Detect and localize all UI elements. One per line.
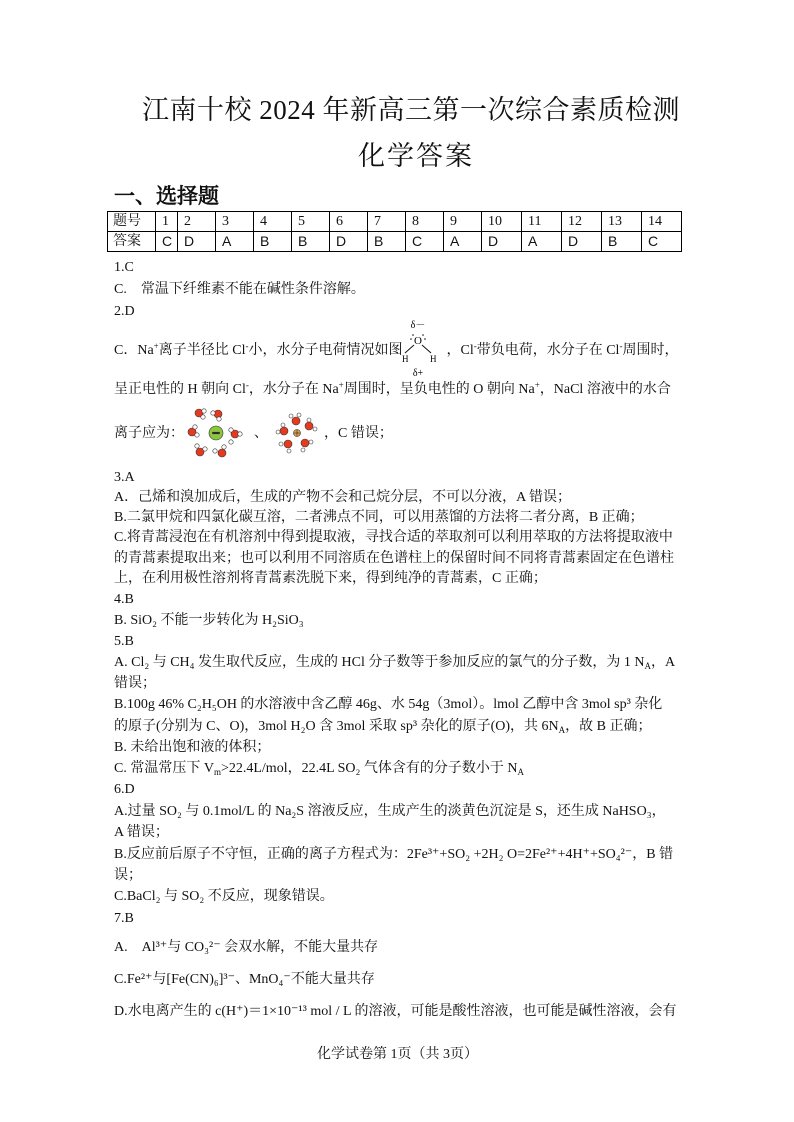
answer-table-row-numbers	[108, 212, 682, 232]
question-number-cell: 9	[444, 212, 482, 232]
svg-text:H: H	[402, 354, 409, 364]
question-number-cell: 5	[292, 212, 330, 232]
section-heading-multiple-choice: 一、选择题	[114, 184, 219, 208]
question-number-cell: 3	[216, 212, 254, 232]
q5-option-c: B. 未给出饱和液的体积；	[114, 740, 271, 755]
q6-option-c: C.BaCl₂ 与 SO₂ 不反应，现象错误。	[114, 889, 334, 904]
question-number-cell: 11	[522, 212, 562, 232]
q2-line3: 离子应为： 、 ，C 错误；	[114, 426, 393, 441]
q1-explanation: C. 常温下纤维素不能在碱性条件溶解。	[114, 282, 365, 297]
answer-cell: A	[216, 232, 254, 252]
answer-cell: D	[562, 232, 602, 252]
q7-title: 7.B	[114, 911, 134, 926]
row-label-answer: 答案	[108, 232, 156, 252]
q6-option-b-line1: B.反应前后原子不守恒，正确的离子方程式为：2Fe³⁺+SO₂ +2H₂ O=2Fe²⁺+4H⁺+SO₄²⁻，B 错	[114, 847, 674, 862]
answer-cell: A	[522, 232, 562, 252]
answer-table	[107, 211, 682, 252]
q7-option-d: D.水电离产生的 c(H⁺)＝1×10⁻¹³ mol / L 的溶液，可能是酸性溶液，也可能是碱性溶液，会有	[114, 1004, 677, 1019]
answer-cell: D	[482, 232, 522, 252]
question-number-cell: 8	[406, 212, 444, 232]
question-number-cell: 12	[562, 212, 602, 232]
answer-cell: C	[642, 232, 682, 252]
answer-cell: C	[406, 232, 444, 252]
question-number-cell: 1	[156, 212, 178, 232]
answer-cell: C	[156, 232, 178, 252]
q4-option-b: B. SiO₂ 不能一步转化为 H₂SiO₃	[114, 613, 304, 628]
q2-line2: 呈正电性的 H 朝向 Cl-，水分子在 Na+周围时，呈负电性的 O 朝向 Na+，NaCl 溶液中的水合	[114, 380, 671, 397]
hydrated-sodium-ion-diagram	[272, 410, 322, 456]
q3-option-a: A．己烯和溴加成后，生成的产物不会和己烷分层，不可以分液，A 错误；	[114, 490, 571, 505]
q3-option-b: B.二氯甲烷和四氯化碳互溶，二者沸点不同，可以用蒸馏的方法将二者分离，B 正确；	[114, 510, 644, 525]
answer-cell: D	[330, 232, 368, 252]
row-label-question-number: 题号	[108, 212, 156, 232]
q3-option-c-line2: 的青蒿素提取出来；也可以利用不同溶质在色谱柱上的保留时间不同将青蒿素固定在色谱柱	[114, 551, 674, 566]
question-number-cell: 6	[330, 212, 368, 232]
q5-option-a-line2: 错误；	[114, 676, 156, 691]
q6-title: 6.D	[114, 782, 135, 797]
q3-option-c-line3: 上，在利用极性溶剂将青蒿素洗脱下来，得到纯净的青蒿素，C 正确；	[114, 571, 547, 586]
hydrated-chloride-ion-diagram	[186, 404, 246, 462]
document-subtitle: 化学答案	[358, 141, 474, 171]
q2-title: 2.D	[114, 304, 135, 319]
q5-option-a-line1: A. Cl₂ 与 CH₄ 发生取代反应，生成的 HCl 分子数等于参加反应的氯气的分子数，为 1 $N_A$，A	[114, 655, 676, 671]
q7-option-c: C.Fe²⁺与[Fe(CN)₆]³⁻、MnO₄⁻不能大量共存	[114, 972, 375, 987]
q2-line1: C．Na+离子半径比 Cl-小，水分子电荷情况如图 ，Cl-带负电荷，水分子在 Cl-周围时，	[114, 341, 679, 358]
q6-option-b-line2: 误；	[114, 868, 142, 883]
svg-text:δ+: δ+	[412, 368, 424, 378]
question-number-cell: 13	[602, 212, 642, 232]
question-number-cell: 4	[254, 212, 292, 232]
answer-cell: A	[444, 232, 482, 252]
q5-title: 5.B	[114, 634, 134, 649]
answer-cell: B	[368, 232, 406, 252]
answer-cell: D	[178, 232, 216, 252]
question-number-cell: 14	[642, 212, 682, 232]
document-title: 江南十校 2024 年新高三第一次综合素质检测	[142, 95, 680, 125]
answer-cell: B	[292, 232, 330, 252]
answer-cell: B	[602, 232, 642, 252]
q1-title: 1.C	[114, 260, 134, 275]
svg-text:O: O	[414, 335, 422, 347]
question-number-cell: 10	[482, 212, 522, 232]
q4-title: 4.B	[114, 592, 134, 607]
answer-table-row-answers	[108, 232, 682, 252]
q3-title: 3.A	[114, 470, 135, 485]
water-molecule-charge-diagram	[396, 318, 444, 378]
q6-option-a-line1: A.过量 SO₂ 与 0.1mol/L 的 Na₂S 溶液反应，生成产生的淡黄色沉淀是 S，还生成 NaHSO₃，	[114, 804, 666, 819]
q5-option-b-line1: B.100g 46% C₂H₅OH 的水溶液中含乙醇 46g、水 54g（3mol）。lmol 乙醇中含 3mol sp³ 杂化	[114, 697, 663, 712]
q5-option-b-line2: 的原子(分别为 C、O)，3mol H₂O 含 3mol 采取 sp³ 杂化的原子(O)，共 $6N_A$，故 B 正确；	[114, 719, 652, 735]
page-footer: 化学试卷第 1页（共 3页）	[317, 1047, 478, 1062]
question-number-cell: 2	[178, 212, 216, 232]
q7-option-a: A. Al³⁺与 CO₃²⁻ 会双水解，不能大量共存	[114, 940, 379, 955]
answer-cell: B	[254, 232, 292, 252]
svg-text:H: H	[430, 354, 437, 364]
svg-text:δ－: δ－	[410, 320, 426, 331]
question-number-cell: 7	[368, 212, 406, 232]
q3-option-c-line1: C.将青蒿浸泡在有机溶剂中得到提取液，寻找合适的萃取剂可以利用萃取的方法将提取液中	[114, 530, 673, 545]
q6-option-a-line2: A 错误；	[114, 825, 169, 840]
q5-option-d: C. 常温常压下 $V_m>22.4L$/mol，22.4L SO₂ 气体含有的分子数小于 $N_A$	[114, 761, 525, 777]
